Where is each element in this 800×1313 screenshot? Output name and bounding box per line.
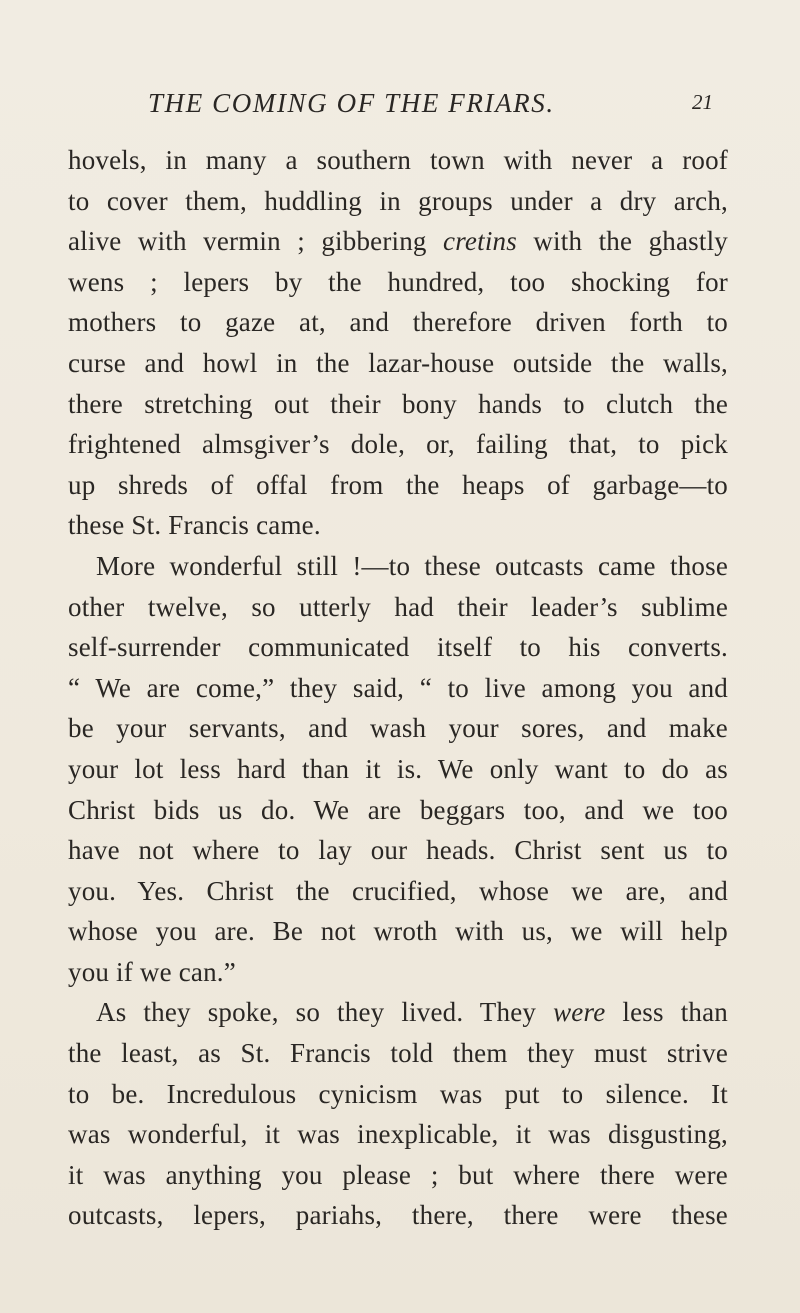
text-line: it was anything you please ; but where there were: [68, 1159, 728, 1190]
running-title: THE COMING OF THE FRIARS.: [148, 88, 555, 118]
text-line: to be. Incredulous cynicism was put to silence. It: [68, 1078, 728, 1109]
text-line: wens ; lepers by the hundred, too shocking for: [68, 266, 728, 297]
text-line: hovels, in many a southern town with never a roof: [68, 145, 728, 175]
running-head: [0, 88, 800, 128]
text-line: whose you are. Be not wroth with us, we will help: [68, 916, 728, 947]
text-line: self-surrender communicated itself to his converts.: [68, 632, 728, 663]
text-line: these St. Francis came.: [68, 510, 321, 541]
text-line: be your servants, and wash your sores, and make: [68, 713, 728, 744]
text-line: your lot less hard than it is. We only want to do as: [68, 753, 728, 784]
text-line: mothers to gaze at, and therefore driven forth to: [68, 307, 728, 338]
text-line: outcasts, lepers, pariahs, there, there were these: [68, 1200, 728, 1231]
text-line: to cover them, huddling in groups under a dry arch,: [68, 185, 728, 216]
text-line: frightened almsgiver’s dole, or, failing that, to pick: [68, 429, 728, 460]
italic-word: were: [553, 997, 606, 1028]
text-line: “ We are come,” they said, “ to live among you and: [68, 672, 728, 703]
text-line: the least, as St. Francis told them they must strive: [68, 1038, 728, 1069]
italic-word: cretins: [443, 226, 517, 257]
text-line: Christ bids us do. We are beggars too, and we too: [68, 794, 728, 825]
text-line: up shreds of offal from the heaps of garbage—to: [68, 469, 728, 500]
text-line: As they spoke, so they lived. They were less than: [96, 997, 728, 1028]
text-line: you. Yes. Christ the crucified, whose we are, and: [68, 875, 728, 906]
text-line: was wonderful, it was inexplicable, it was disgusting,: [68, 1119, 728, 1150]
text-line: curse and howl in the lazar-house outside the walls,: [68, 347, 728, 378]
body-text: [68, 140, 728, 1236]
text-line: other twelve, so utterly had their leader’s sublime: [68, 591, 728, 622]
text-line: More wonderful still !—to these outcasts came those: [96, 550, 728, 581]
text-line: you if we can.”: [68, 956, 236, 987]
page-number: 21: [692, 90, 713, 114]
text-line: have not where to lay our heads. Christ sent us to: [68, 835, 728, 866]
text-line: there stretching out their bony hands to clutch the: [68, 388, 728, 419]
text-line: alive with vermin ; gibbering cretins with the ghastly: [68, 226, 728, 257]
